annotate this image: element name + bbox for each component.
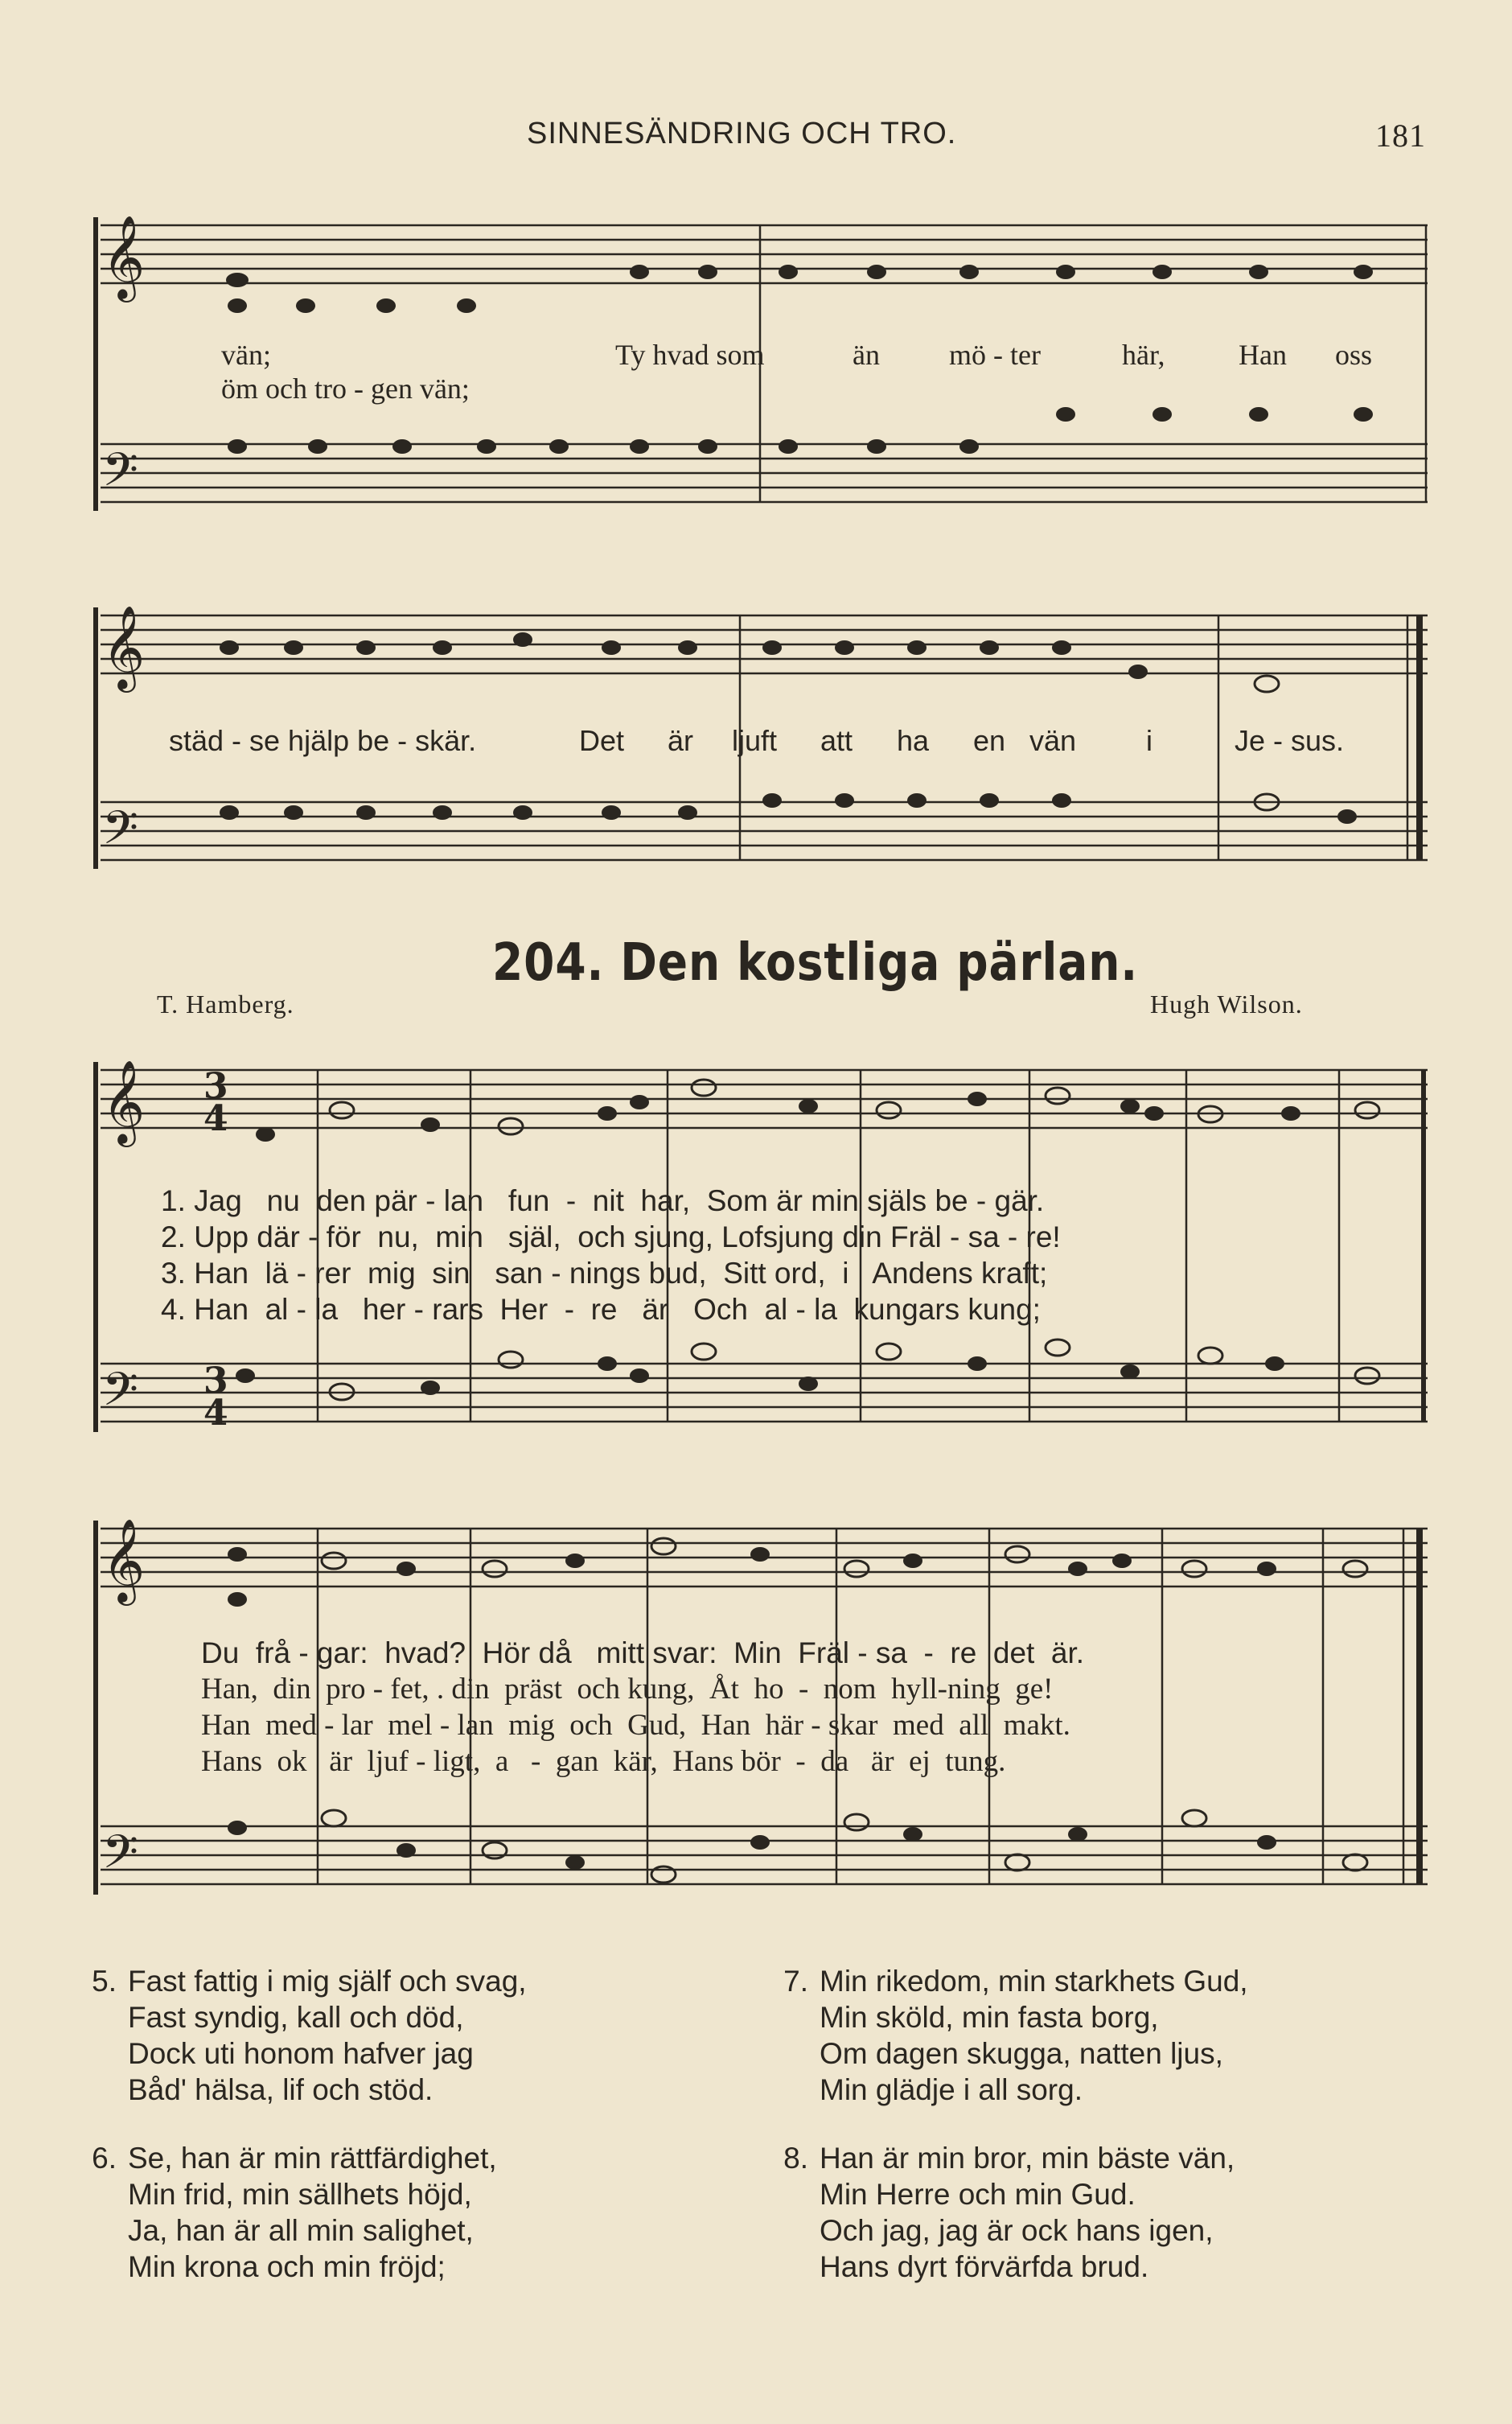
verse-number: 2. (161, 1220, 186, 1253)
svg-text:𝄢: 𝄢 (102, 1825, 139, 1891)
stanza-line: Fast syndig, kall och död, (128, 2001, 464, 2034)
verse-line (161, 1219, 1061, 1255)
composer-credit: Hugh Wilson. (1150, 990, 1303, 1019)
svg-text:4: 4 (203, 1393, 228, 1434)
lyric-word: är (668, 724, 694, 757)
stanza (76, 2140, 527, 2285)
lyric-word: att (820, 724, 853, 757)
lyric-line: vän; (221, 339, 271, 371)
stanza-line: Se, han är min rättfärdighet, (128, 2142, 497, 2175)
stanza-number: 7. (783, 1965, 808, 1998)
stanza-line: Min sköld, min fasta borg, (820, 2001, 1159, 2034)
author-credit: T. Hamberg. (157, 990, 294, 1019)
svg-text:𝄢: 𝄢 (102, 1362, 139, 1428)
stanza-line: Båd' hälsa, lif och stöd. (128, 2073, 433, 2106)
svg-text:3: 3 (203, 1360, 228, 1401)
stanza-line: Min rikedom, min starkhets Gud, (820, 1965, 1248, 1998)
lyric-word: en (973, 724, 1006, 757)
verse-text: Jag nu den pär - lan fun - nit har, Som är min själs be - gär. (194, 1184, 1045, 1217)
lyric-word: än (853, 339, 880, 371)
svg-text:𝄞: 𝄞 (102, 605, 146, 689)
stanza-number: 6. (92, 2142, 117, 2175)
verse-number: 1. (161, 1184, 186, 1217)
svg-text:𝄢: 𝄢 (102, 800, 139, 866)
stanza-line: Hans dyrt förvärfda brud. (820, 2250, 1149, 2283)
stanza-line: Ja, han är all min salighet, (128, 2214, 474, 2247)
lyric-word: Je - sus. (1235, 724, 1345, 757)
stanza-line: Min glädje i all sorg. (820, 2073, 1083, 2106)
svg-text:𝄞: 𝄞 (102, 215, 146, 299)
stanzas-right (768, 1963, 1248, 2317)
music-system-4 (84, 1496, 1432, 1947)
verse-line: Han, din pro - fet, . din präst och kung, Åt ho - nom hyll-ning ge! (201, 1673, 1054, 1706)
lyric-word: ljuft (732, 724, 778, 757)
lyric-word: mö - ter (949, 339, 1041, 371)
verse-line: Hans ok är ljuf - ligt, a - gan kär, Hans bör - da är ej tung. (201, 1745, 1006, 1778)
stanza-number: 5. (92, 1965, 117, 1998)
stanza (768, 2140, 1248, 2285)
stanza-line: Min krona och min fröjd; (128, 2250, 446, 2283)
lyric-word: ha (897, 724, 930, 757)
verse-number: 3. (161, 1257, 186, 1290)
lyric-word: oss (1335, 339, 1373, 371)
stanza-line: Fast fattig i mig själf och svag, (128, 1965, 527, 1998)
svg-text:3: 3 (203, 1066, 228, 1107)
stanza-line: Han är min bror, min bäste vän, (820, 2142, 1235, 2175)
verse-number: 4. (161, 1293, 186, 1326)
stanza (768, 1963, 1248, 2108)
music-system-2 (84, 583, 1432, 905)
verse-line: Du frå - gar: hvad? Hör då mitt svar: Min Fräl - sa - re det är. (201, 1636, 1085, 1669)
verse-text: Upp där - för nu, min själ, och sjung, Lofsjung din Fräl - sa - re! (194, 1220, 1061, 1253)
stanza (76, 1963, 527, 2108)
stanza-line: Min frid, min sällhets höjd, (128, 2178, 472, 2211)
lyric-word: Ty hvad som (615, 339, 765, 371)
stanzas-left (76, 1963, 527, 2317)
lyric-word: i (1146, 724, 1152, 757)
page-number: 181 (1375, 117, 1426, 154)
lyric-line: öm och tro - gen vän; (221, 372, 470, 405)
lyric-line: städ - se hjälp be - skär. (169, 724, 477, 757)
svg-text:𝄢: 𝄢 (102, 442, 139, 508)
svg-text:𝄞: 𝄞 (102, 1060, 146, 1144)
verse-line: Han med - lar mel - lan mig och Gud, Han här - skar med all makt. (201, 1709, 1070, 1742)
stanza-number: 8. (783, 2142, 808, 2175)
lyric-word: vän (1029, 724, 1077, 757)
verse-line (161, 1183, 1061, 1219)
stanza-line: Dock uti honom hafver jag (128, 2037, 474, 2070)
music-system-1 (84, 193, 1432, 531)
running-header-title: SINNESÄNDRING OCH TRO. (527, 117, 957, 150)
lyric-word: Det (579, 724, 625, 757)
music-system-3 (84, 1038, 1432, 1488)
verse-text: Han lä - rer mig sin san - nings bud, Sitt ord, i Andens kraft; (194, 1257, 1048, 1290)
verse-text: Han al - la her - rars Her - re är Och al - la kungars kung; (194, 1293, 1041, 1326)
stanza-line: Och jag, jag är ock hans igen, (820, 2214, 1214, 2247)
verse-line (161, 1291, 1061, 1327)
stanza-line: Om dagen skugga, natten ljus, (820, 2037, 1223, 2070)
lyric-word: här, (1122, 339, 1165, 371)
svg-text:𝄞: 𝄞 (102, 1518, 146, 1603)
lyric-word: Han (1239, 339, 1287, 371)
hymn-title: 204. Den kostliga pärlan. (492, 933, 1139, 993)
stanza-line: Min Herre och min Gud. (820, 2178, 1136, 2211)
svg-text:4: 4 (203, 1098, 228, 1139)
verse-line (161, 1255, 1061, 1291)
